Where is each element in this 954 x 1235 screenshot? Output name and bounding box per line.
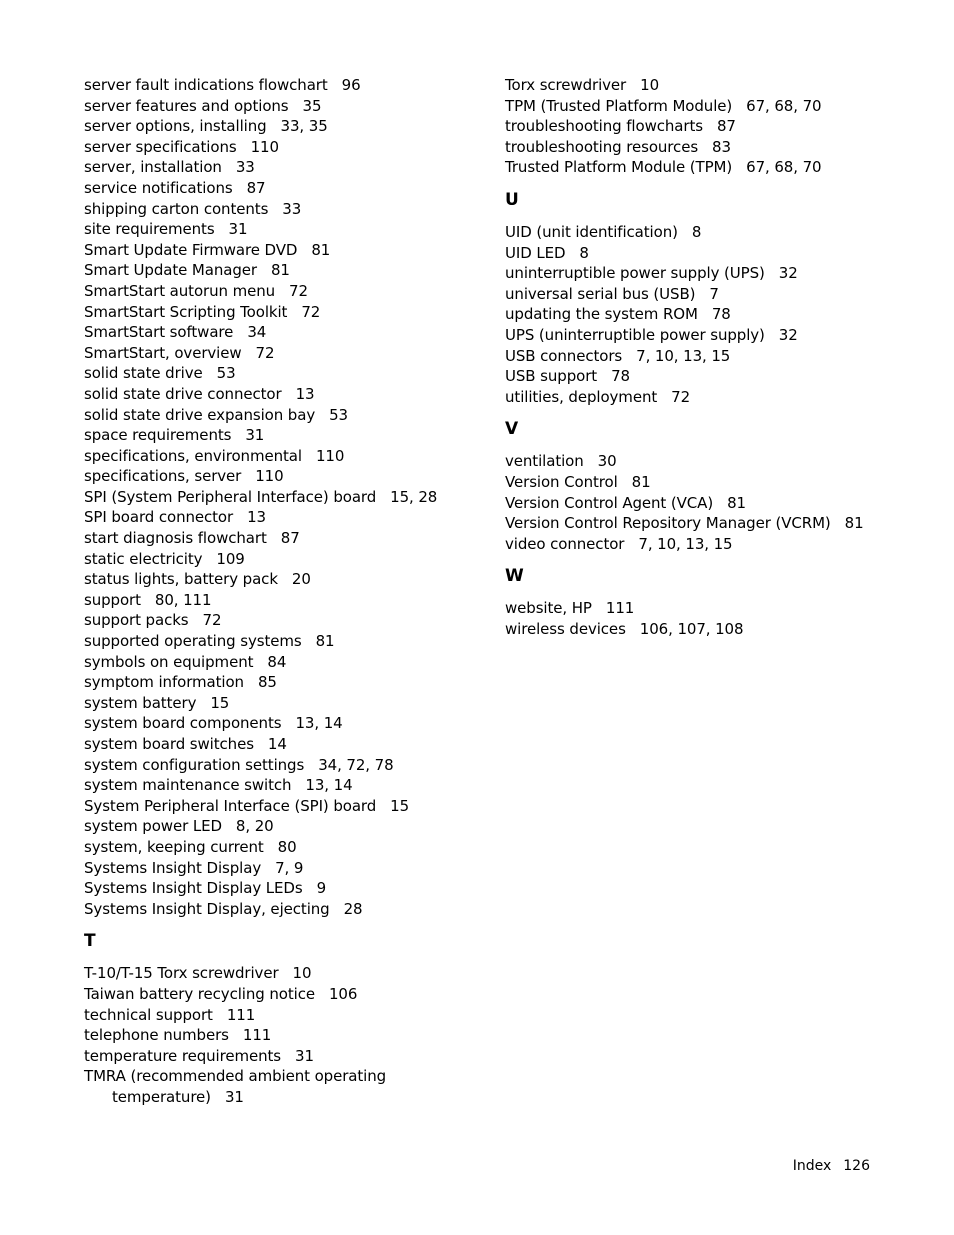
index-entry bbox=[505, 157, 925, 178]
index-page-refs: 28 bbox=[343, 899, 363, 918]
index-term: Systems Insight Display bbox=[84, 858, 262, 877]
index-entry bbox=[505, 346, 925, 367]
index-entry bbox=[84, 858, 484, 879]
index-term: specifications, server bbox=[84, 467, 242, 486]
index-page-refs: 7, 9 bbox=[275, 858, 304, 877]
index-term: server fault indications flowchart bbox=[84, 76, 328, 94]
index-page-refs: 111 bbox=[226, 1005, 256, 1024]
index-term-continuation bbox=[84, 1087, 484, 1108]
index-page-refs: 78 bbox=[711, 305, 731, 324]
index-term: start diagnosis flowchart bbox=[84, 529, 267, 548]
index-term: Torx screwdriver bbox=[505, 76, 627, 94]
index-entry bbox=[84, 425, 484, 446]
index-term-continued-text: temperature) bbox=[112, 1087, 211, 1106]
index-term: uninterruptible power supply (UPS) bbox=[505, 264, 765, 283]
index-entry bbox=[84, 899, 484, 920]
index-section-letter: V bbox=[505, 419, 519, 440]
index-page-refs: 7, 10, 13, 15 bbox=[638, 534, 733, 553]
index-page-refs: 110 bbox=[250, 137, 279, 156]
index-term: temperature requirements bbox=[84, 1046, 282, 1065]
index-term: USB connectors bbox=[505, 346, 623, 365]
index-page-refs: 111 bbox=[242, 1026, 272, 1045]
index-entry bbox=[505, 304, 925, 325]
index-term: UPS (uninterruptible power supply) bbox=[505, 325, 765, 344]
footer-page-number: 126 bbox=[843, 1158, 870, 1174]
index-entry bbox=[84, 837, 484, 858]
index-term: wireless devices bbox=[505, 619, 626, 638]
index-column-right bbox=[505, 75, 925, 639]
index-entry bbox=[84, 446, 484, 467]
index-entry bbox=[84, 302, 484, 323]
index-term: solid state drive connector bbox=[84, 384, 282, 403]
index-entry bbox=[84, 693, 484, 714]
index-term: server features and options bbox=[84, 96, 289, 115]
index-entry bbox=[84, 343, 484, 364]
index-entry bbox=[84, 116, 484, 137]
index-page-refs: 31 bbox=[224, 1087, 244, 1106]
index-entry bbox=[505, 598, 925, 619]
index-entry bbox=[84, 466, 484, 487]
index-term: system power LED bbox=[84, 817, 222, 836]
index-entry bbox=[84, 610, 484, 631]
index-term: system battery bbox=[84, 693, 197, 712]
index-entry bbox=[505, 137, 925, 158]
index-term: space requirements bbox=[84, 426, 232, 445]
index-page-refs: 7, 10, 13, 15 bbox=[636, 346, 731, 365]
index-entry bbox=[505, 284, 925, 305]
index-page-refs: 53 bbox=[216, 364, 236, 383]
index-term: UID LED bbox=[505, 243, 566, 262]
index-entry bbox=[505, 96, 925, 117]
index-term: supported operating systems bbox=[84, 632, 302, 651]
index-entry bbox=[84, 590, 484, 611]
index-entry bbox=[84, 569, 484, 590]
index-term: USB support bbox=[505, 367, 598, 386]
index-page-refs: 20 bbox=[291, 570, 311, 589]
index-term: video connector bbox=[505, 534, 625, 553]
index-term: site requirements bbox=[84, 220, 215, 239]
index-page-refs: 15, 28 bbox=[390, 487, 438, 506]
index-term: server, installation bbox=[84, 158, 222, 177]
index-page-refs: 13 bbox=[295, 384, 315, 403]
index-entry bbox=[84, 507, 484, 528]
index-page-refs: 33 bbox=[235, 158, 255, 177]
index-entry bbox=[505, 75, 925, 96]
index-term: System Peripheral Interface (SPI) board bbox=[84, 796, 377, 815]
index-entry bbox=[84, 384, 484, 405]
index-page-refs: 72 bbox=[255, 343, 275, 362]
index-section-letter: U bbox=[505, 189, 519, 210]
index-page-refs: 13 bbox=[247, 508, 266, 527]
index-page-refs: 8 bbox=[691, 222, 702, 241]
index-page-refs: 81 bbox=[844, 514, 864, 533]
index-entry bbox=[84, 713, 484, 734]
index-page-refs: 81 bbox=[315, 632, 335, 651]
index-term: SmartStart autorun menu bbox=[84, 281, 276, 300]
index-term: status lights, battery pack bbox=[84, 570, 278, 589]
index-page-refs: 53 bbox=[329, 405, 348, 424]
index-entry bbox=[84, 1025, 484, 1046]
index-entry bbox=[84, 549, 484, 570]
index-page-refs: 8 bbox=[579, 243, 589, 262]
index-term: specifications, environmental bbox=[84, 446, 302, 465]
index-page-refs: 32 bbox=[778, 264, 798, 283]
index-page-refs: 67, 68, 70 bbox=[746, 96, 822, 115]
index-page-refs: 10 bbox=[292, 964, 312, 983]
index-entry bbox=[505, 366, 925, 387]
index-entry bbox=[505, 534, 925, 555]
index-term: TPM (Trusted Platform Module) bbox=[505, 96, 733, 115]
index-term: system board components bbox=[84, 714, 282, 733]
index-term: system board switches bbox=[84, 735, 254, 753]
index-term: T-10/T-15 Torx screwdriver bbox=[84, 964, 279, 983]
index-entry bbox=[84, 1066, 484, 1107]
index-page-refs: 67, 68, 70 bbox=[746, 158, 822, 177]
index-term: website, HP bbox=[505, 599, 592, 618]
index-page-refs: 87 bbox=[246, 178, 266, 197]
index-term: Version Control bbox=[505, 472, 618, 491]
index-term: UID (unit identification) bbox=[505, 222, 678, 241]
index-entry bbox=[84, 631, 484, 652]
index-term: updating the system ROM bbox=[505, 305, 698, 324]
index-page-refs: 87 bbox=[716, 117, 736, 136]
index-page-refs: 72 bbox=[301, 302, 321, 321]
index-term: Smart Update Manager bbox=[84, 261, 257, 280]
index-page-refs: 80 bbox=[277, 837, 297, 856]
index-page-refs: 81 bbox=[727, 493, 746, 512]
index-page-refs: 111 bbox=[605, 599, 635, 618]
index-page-refs: 80, 111 bbox=[154, 590, 212, 609]
index-page-refs: 81 bbox=[270, 261, 290, 280]
index-term: symptom information bbox=[84, 673, 244, 692]
index-entry bbox=[84, 775, 484, 796]
index-page-refs: 31 bbox=[245, 426, 265, 445]
index-page-refs: 84 bbox=[267, 652, 287, 671]
index-term: Trusted Platform Module (TPM) bbox=[505, 158, 733, 177]
index-page-refs: 7 bbox=[709, 284, 719, 303]
index-page-refs: 83 bbox=[712, 137, 731, 156]
index-page-refs: 81 bbox=[311, 240, 331, 259]
index-term: utilities, deployment bbox=[505, 387, 658, 406]
index-term: SPI board connector bbox=[84, 508, 234, 527]
index-term: Smart Update Firmware DVD bbox=[84, 240, 298, 259]
index-entry bbox=[84, 796, 484, 817]
index-page-refs: 81 bbox=[631, 472, 651, 491]
index-page-refs: 34, 72, 78 bbox=[318, 755, 394, 774]
index-page-refs: 13, 14 bbox=[295, 714, 343, 733]
index-term: solid state drive expansion bay bbox=[84, 405, 316, 424]
index-entry bbox=[505, 263, 925, 284]
index-term: system maintenance switch bbox=[84, 776, 292, 795]
index-page-refs: 33 bbox=[282, 199, 302, 218]
index-entry bbox=[84, 240, 484, 261]
index-column-left bbox=[84, 75, 484, 1108]
index-term: service notifications bbox=[84, 178, 233, 197]
index-entry bbox=[84, 528, 484, 549]
page-footer bbox=[793, 1158, 870, 1174]
index-page-refs: 10 bbox=[640, 76, 660, 94]
index-entry bbox=[505, 472, 925, 493]
index-entry bbox=[505, 387, 925, 408]
index-page-refs: 15 bbox=[390, 796, 410, 815]
index-entry bbox=[84, 322, 484, 343]
index-entry bbox=[84, 652, 484, 673]
index-entry bbox=[84, 1046, 484, 1067]
index-entry bbox=[84, 963, 484, 984]
index-page-refs: 34 bbox=[247, 323, 267, 342]
index-term: server specifications bbox=[84, 137, 237, 156]
index-term: troubleshooting resources bbox=[505, 137, 699, 156]
index-page-refs: 15 bbox=[210, 693, 230, 712]
index-term: SPI (System Peripheral Interface) board bbox=[84, 487, 377, 506]
index-term: technical support bbox=[84, 1005, 213, 1024]
index-entry bbox=[84, 281, 484, 302]
index-term: shipping carton contents bbox=[84, 199, 269, 218]
index-entry bbox=[84, 199, 484, 220]
index-page-refs: 78 bbox=[611, 367, 630, 386]
index-page-refs: 8, 20 bbox=[235, 817, 274, 836]
index-term: Systems Insight Display, ejecting bbox=[84, 899, 330, 918]
index-page-refs: 72 bbox=[202, 611, 222, 630]
index-page-refs: 72 bbox=[671, 387, 691, 406]
index-page-refs: 31 bbox=[295, 1046, 314, 1065]
index-entry bbox=[84, 260, 484, 281]
index-term: Version Control Agent (VCA) bbox=[505, 493, 714, 512]
index-term: Taiwan battery recycling notice bbox=[84, 984, 315, 1003]
index-entry bbox=[84, 219, 484, 240]
index-page-refs: 85 bbox=[257, 673, 277, 692]
index-page-refs: 9 bbox=[316, 879, 327, 898]
index-term: universal serial bus (USB) bbox=[505, 284, 696, 303]
index-page-refs: 110 bbox=[255, 467, 284, 486]
index-page-refs: 33, 35 bbox=[280, 117, 328, 136]
index-entry bbox=[84, 157, 484, 178]
index-entry bbox=[84, 734, 484, 755]
index-term: support bbox=[84, 590, 141, 609]
index-term: SmartStart Scripting Toolkit bbox=[84, 302, 288, 321]
index-page-refs: 110 bbox=[315, 446, 345, 465]
index-entry bbox=[84, 363, 484, 384]
index-page-refs: 35 bbox=[302, 96, 322, 115]
index-page-refs: 13, 14 bbox=[305, 776, 353, 795]
footer-section-label: Index bbox=[792, 1158, 832, 1174]
index-page-refs: 106, 107, 108 bbox=[639, 619, 744, 638]
index-section-letter: T bbox=[84, 931, 96, 952]
index-page-refs: 109 bbox=[216, 549, 245, 568]
index-page-refs: 96 bbox=[341, 76, 361, 94]
index-term: system configuration settings bbox=[84, 755, 305, 774]
index-term: Version Control Repository Manager (VCRM) bbox=[505, 514, 831, 533]
index-entry bbox=[505, 493, 925, 514]
index-entry bbox=[505, 513, 925, 534]
index-term: troubleshooting flowcharts bbox=[505, 117, 703, 136]
index-entry bbox=[84, 178, 484, 199]
index-entry bbox=[84, 1005, 484, 1026]
index-entry bbox=[84, 755, 484, 776]
index-entry bbox=[505, 222, 925, 243]
index-section-letter: W bbox=[505, 566, 524, 587]
index-term: static electricity bbox=[84, 549, 203, 568]
index-term: symbols on equipment bbox=[84, 652, 254, 671]
index-term: SmartStart, overview bbox=[84, 343, 242, 362]
index-entry bbox=[505, 325, 925, 346]
index-entry bbox=[84, 96, 484, 117]
index-page-refs: 32 bbox=[778, 325, 798, 344]
index-page-refs: 14 bbox=[267, 735, 287, 753]
index-entry bbox=[84, 487, 484, 508]
index-entry bbox=[84, 75, 484, 96]
index-term: solid state drive bbox=[84, 364, 203, 383]
index-entry bbox=[505, 451, 925, 472]
index-entry bbox=[84, 672, 484, 693]
index-entry bbox=[84, 878, 484, 899]
index-page-refs: 87 bbox=[280, 529, 300, 548]
index-page-refs: 106 bbox=[328, 984, 358, 1003]
index-entry bbox=[505, 619, 925, 640]
index-term: telephone numbers bbox=[84, 1026, 229, 1045]
index-entry bbox=[84, 405, 484, 426]
index-entry bbox=[505, 116, 925, 137]
index-term: server options, installing bbox=[84, 117, 267, 136]
index-term: support packs bbox=[84, 611, 189, 630]
index-page-refs: 30 bbox=[597, 452, 617, 471]
index-term: SmartStart software bbox=[84, 323, 234, 342]
index-entry bbox=[84, 137, 484, 158]
index-term: TMRA (recommended ambient operating bbox=[84, 1067, 387, 1086]
index-term: Systems Insight Display LEDs bbox=[84, 879, 303, 898]
index-entry bbox=[84, 984, 484, 1005]
index-page-refs: 72 bbox=[289, 281, 308, 300]
index-entry bbox=[84, 816, 484, 837]
index-term: system, keeping current bbox=[84, 837, 264, 856]
index-entry bbox=[505, 243, 925, 264]
index-term: ventilation bbox=[505, 452, 584, 471]
index-page-refs: 31 bbox=[228, 220, 248, 239]
